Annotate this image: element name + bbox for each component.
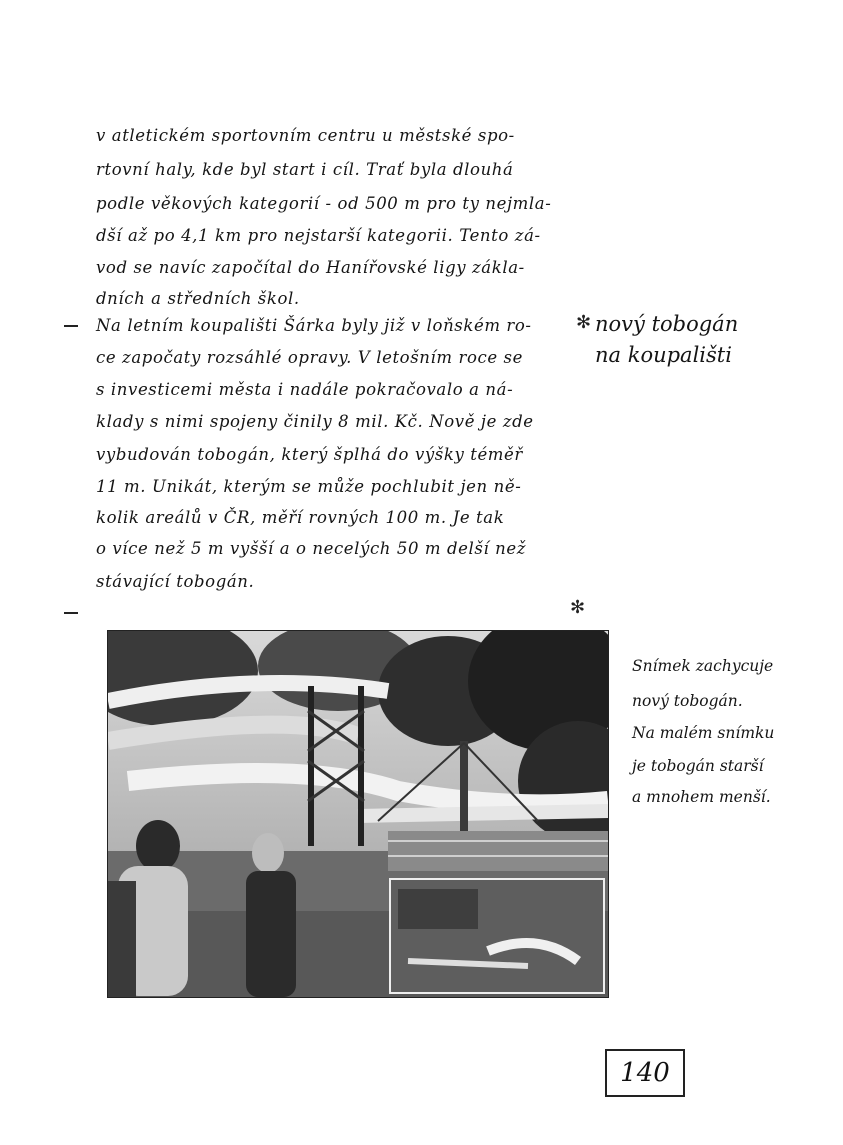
page-number-box [605,1049,685,1097]
caption-line-1: Snímek zachycuje [632,657,774,675]
body-line-6: dních a středních škol. [96,289,300,308]
body-line-9: s investicemi města i nadále pokračovalo a ná- [96,380,514,399]
waterslide-photo [107,630,609,998]
body-line-4: dší až po 4,1 km pro nejstarší kategorii. Tento zá- [96,226,541,245]
body-line-14: o více než 5 m vyšší a o necelých 50 m delší než [96,539,527,558]
footnote-asterisk-icon: ✻ [570,597,586,618]
body-line-10: klady s nimi spojeny činily 8 mil. Kč. Nově je zde [96,412,534,431]
paragraph-dash-icon [64,325,78,327]
page-number: 140 [620,1058,670,1088]
body-line-7: Na letním koupališti Šárka byly již v loňském ro- [96,316,532,335]
body-line-1: v atletickém sportovním centru u městské spo- [96,126,515,145]
body-line-3: podle věkových kategorií - od 500 m pro ty nejmla- [96,194,552,213]
body-line-5: vod se navíc započítal do Hanířovské ligy zákla- [96,258,525,277]
caption-line-2: nový tobogán. [632,692,743,710]
margin-asterisk-icon: ✻ [576,312,592,333]
body-line-15: stávající tobogán. [96,572,255,591]
margin-note-line-1: nový tobogán [595,312,739,336]
body-line-12: 11 m. Unikát, kterým se může pochlubit jen ně- [96,477,522,496]
caption-line-3: Na malém snímku [632,724,775,742]
margin-note-line-2: na koupališti [595,343,732,367]
body-line-8: ce započaty rozsáhlé opravy. V letošním roce se [96,348,523,367]
caption-line-5: a mnohem menší. [632,788,771,806]
caption-line-4: je tobogán starší [632,757,764,775]
waterslide-photo-image [108,631,608,997]
body-line-11: vybudován tobogán, který šplhá do výšky téměř [96,445,523,464]
body-line-2: rtovní haly, kde byl start i cíl. Trať byla dlouhá [96,160,514,179]
paragraph-dash-icon-2 [64,612,78,614]
body-line-13: kolik areálů v ČR, měří rovných 100 m. Je tak [96,508,505,527]
